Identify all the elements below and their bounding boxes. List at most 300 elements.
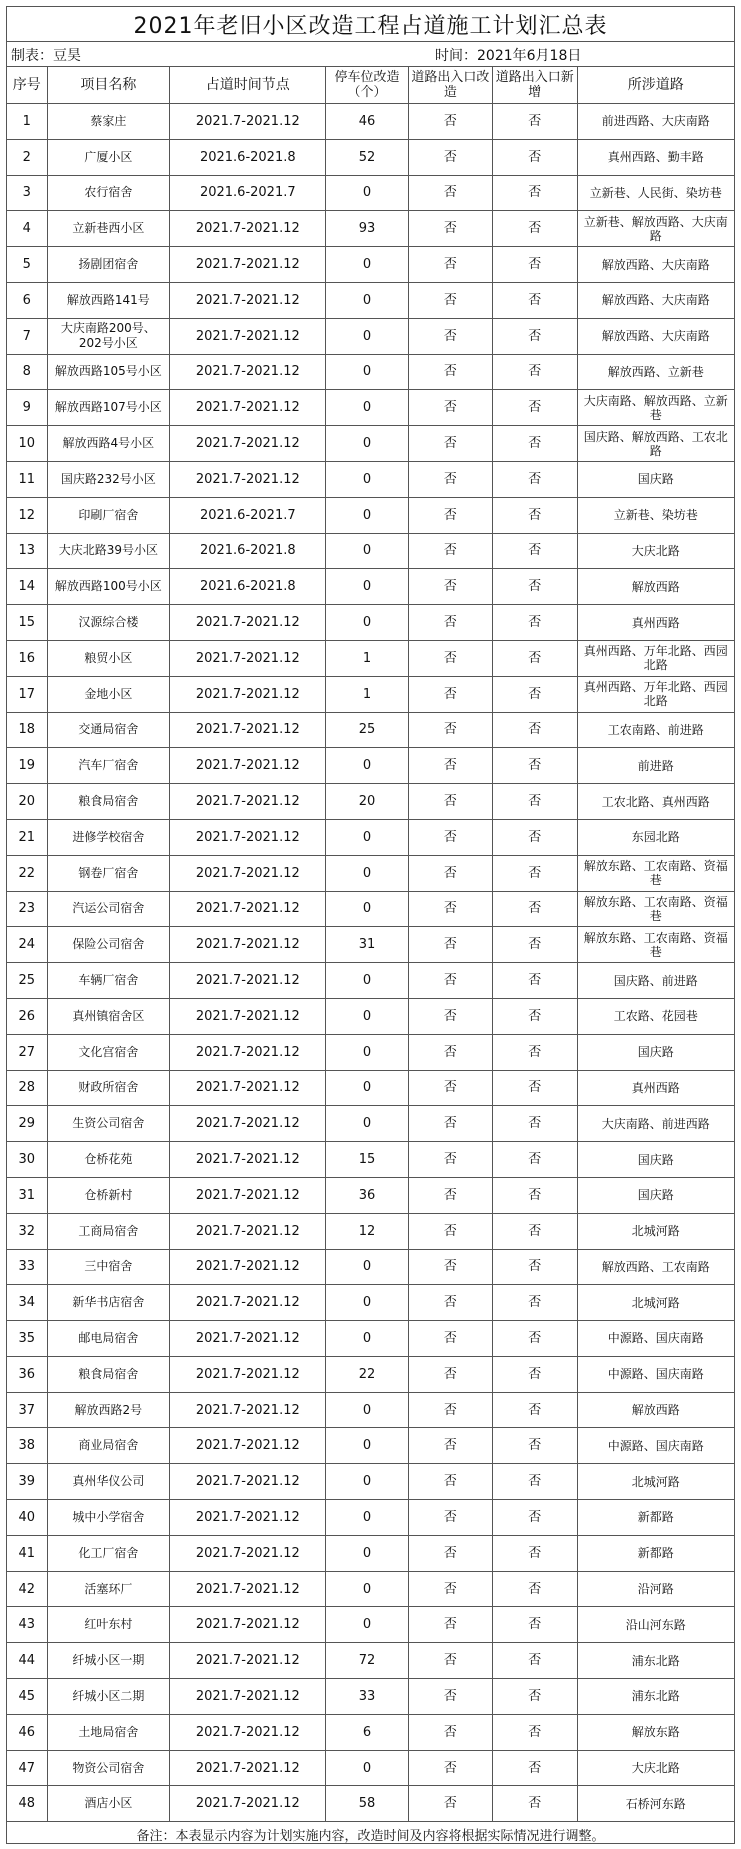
cell-parking: 0 [326,1070,408,1106]
cell-road-new: 否 [493,282,577,318]
cell-roads: 前进路 [577,748,734,784]
cell-seq: 40 [7,1500,48,1536]
table-row [7,1177,735,1213]
cell-road-new: 否 [493,1607,577,1643]
cell-road-new: 否 [493,1428,577,1464]
cell-parking: 1 [326,640,408,676]
cell-parking: 1 [326,676,408,712]
cell-seq: 42 [7,1571,48,1607]
cell-road-change: 否 [408,748,492,784]
table-row [7,1321,735,1357]
cell-period: 2021.7-2021.12 [170,1679,326,1715]
cell-parking: 0 [326,1106,408,1142]
cell-road-new: 否 [493,1535,577,1571]
cell-parking: 0 [326,1392,408,1428]
table-row [7,1106,735,1142]
cell-name: 三中宿舍 [47,1249,170,1285]
cell-roads: 国庆路、前进路 [577,963,734,999]
cell-road-change: 否 [408,1321,492,1357]
cell-road-new: 否 [493,1213,577,1249]
table-row [7,963,735,999]
cell-period: 2021.7-2021.12 [170,211,326,247]
cell-road-new: 否 [493,963,577,999]
cell-seq: 31 [7,1177,48,1213]
cell-road-new: 否 [493,461,577,497]
cell-name: 商业局宿舍 [47,1428,170,1464]
cell-roads: 解放东路、工农南路、资福巷 [577,855,734,891]
table-row [7,354,735,390]
cell-parking: 36 [326,1177,408,1213]
cell-seq: 3 [7,175,48,211]
cell-road-new: 否 [493,784,577,820]
cell-parking: 0 [326,1750,408,1786]
table-body [7,104,735,1822]
cell-road-change: 否 [408,1679,492,1715]
table-row [7,1392,735,1428]
cell-seq: 15 [7,605,48,641]
table-row [7,1500,735,1536]
header-name: 项目名称 [47,67,170,104]
cell-period: 2021.7-2021.12 [170,1356,326,1392]
cell-roads: 解放西路、立新巷 [577,354,734,390]
cell-road-change: 否 [408,1535,492,1571]
maker-label: 制表：豆昊 [11,48,81,64]
cell-seq: 22 [7,855,48,891]
cell-road-change: 否 [408,927,492,963]
cell-period: 2021.7-2021.12 [170,748,326,784]
cell-road-change: 否 [408,819,492,855]
header-seq: 序号 [7,67,48,104]
cell-road-change: 否 [408,1213,492,1249]
cell-seq: 23 [7,891,48,927]
cell-road-new: 否 [493,1106,577,1142]
cell-road-change: 否 [408,175,492,211]
cell-roads: 北城河路 [577,1285,734,1321]
cell-name: 汽运公司宿舍 [47,891,170,927]
cell-roads: 解放东路、工农南路、资福巷 [577,927,734,963]
header-parking: 停车位改造（个） [326,67,408,104]
cell-name: 大庆南路200号、202号小区 [47,318,170,354]
cell-seq: 48 [7,1786,48,1822]
cell-road-new: 否 [493,1500,577,1536]
cell-road-change: 否 [408,676,492,712]
cell-seq: 14 [7,569,48,605]
table-row [7,1034,735,1070]
table-row [7,461,735,497]
cell-road-new: 否 [493,1571,577,1607]
cell-roads: 解放西路 [577,1392,734,1428]
cell-road-new: 否 [493,426,577,462]
cell-name: 生资公司宿舍 [47,1106,170,1142]
cell-roads: 石桥河东路 [577,1786,734,1822]
cell-road-new: 否 [493,211,577,247]
cell-period: 2021.7-2021.12 [170,104,326,140]
cell-seq: 30 [7,1142,48,1178]
cell-seq: 2 [7,139,48,175]
cell-period: 2021.6-2021.7 [170,175,326,211]
cell-road-new: 否 [493,1285,577,1321]
table-row [7,569,735,605]
cell-road-change: 否 [408,1714,492,1750]
header-row [7,67,735,104]
cell-name: 钢卷厂宿舍 [47,855,170,891]
cell-name: 蔡家庄 [47,104,170,140]
cell-period: 2021.7-2021.12 [170,1535,326,1571]
cell-period: 2021.7-2021.12 [170,1607,326,1643]
cell-roads: 浦东北路 [577,1679,734,1715]
cell-road-new: 否 [493,1679,577,1715]
cell-period: 2021.7-2021.12 [170,1750,326,1786]
cell-seq: 33 [7,1249,48,1285]
cell-road-change: 否 [408,605,492,641]
cell-name: 真州镇宿舍区 [47,998,170,1034]
cell-parking: 0 [326,461,408,497]
cell-road-change: 否 [408,1500,492,1536]
cell-road-new: 否 [493,1070,577,1106]
cell-name: 农行宿舍 [47,175,170,211]
cell-parking: 0 [326,1428,408,1464]
cell-road-change: 否 [408,1392,492,1428]
cell-period: 2021.7-2021.12 [170,1106,326,1142]
cell-road-new: 否 [493,1177,577,1213]
cell-road-new: 否 [493,891,577,927]
cell-road-change: 否 [408,1464,492,1500]
cell-period: 2021.7-2021.12 [170,1070,326,1106]
cell-name: 工商局宿舍 [47,1213,170,1249]
cell-parking: 0 [326,1034,408,1070]
cell-parking: 0 [326,605,408,641]
cell-period: 2021.7-2021.12 [170,819,326,855]
cell-road-change: 否 [408,390,492,426]
cell-seq: 11 [7,461,48,497]
table-row [7,748,735,784]
cell-period: 2021.7-2021.12 [170,998,326,1034]
cell-period: 2021.7-2021.12 [170,784,326,820]
cell-roads: 中源路、国庆南路 [577,1321,734,1357]
cell-seq: 27 [7,1034,48,1070]
cell-seq: 1 [7,104,48,140]
cell-parking: 0 [326,282,408,318]
cell-road-new: 否 [493,1249,577,1285]
cell-period: 2021.7-2021.12 [170,1392,326,1428]
cell-road-new: 否 [493,497,577,533]
cell-seq: 32 [7,1213,48,1249]
cell-road-new: 否 [493,1321,577,1357]
cell-road-change: 否 [408,426,492,462]
cell-period: 2021.7-2021.12 [170,1428,326,1464]
cell-road-new: 否 [493,569,577,605]
footnote: 备注：本表显示内容为计划实施内容，改造时间及内容将根据实际情况进行调整。 [6,1822,735,1844]
cell-road-change: 否 [408,247,492,283]
cell-seq: 12 [7,497,48,533]
cell-road-change: 否 [408,211,492,247]
cell-seq: 28 [7,1070,48,1106]
cell-roads: 新都路 [577,1535,734,1571]
cell-road-change: 否 [408,963,492,999]
cell-roads: 解放东路、工农南路、资福巷 [577,891,734,927]
cell-name: 邮电局宿舍 [47,1321,170,1357]
cell-seq: 19 [7,748,48,784]
cell-roads: 中源路、国庆南路 [577,1428,734,1464]
cell-name: 保险公司宿舍 [47,927,170,963]
cell-period: 2021.7-2021.12 [170,1571,326,1607]
cell-roads: 立新巷、人民街、染坊巷 [577,175,734,211]
cell-seq: 21 [7,819,48,855]
cell-name: 粮食局宿舍 [47,1356,170,1392]
cell-road-new: 否 [493,175,577,211]
table-row [7,1213,735,1249]
cell-name: 扬剧团宿舍 [47,247,170,283]
table-row [7,1714,735,1750]
cell-roads: 东园北路 [577,819,734,855]
cell-road-change: 否 [408,1285,492,1321]
cell-seq: 34 [7,1285,48,1321]
cell-parking: 33 [326,1679,408,1715]
cell-roads: 前进西路、大庆南路 [577,104,734,140]
table-row [7,855,735,891]
cell-name: 进修学校宿舍 [47,819,170,855]
cell-road-change: 否 [408,891,492,927]
cell-period: 2021.7-2021.12 [170,354,326,390]
table-row [7,211,735,247]
cell-parking: 0 [326,998,408,1034]
cell-road-new: 否 [493,1786,577,1822]
table-row [7,1464,735,1500]
cell-parking: 0 [326,1500,408,1536]
cell-parking: 0 [326,1464,408,1500]
table-row [7,1535,735,1571]
cell-roads: 解放东路 [577,1714,734,1750]
cell-period: 2021.7-2021.12 [170,712,326,748]
cell-road-new: 否 [493,605,577,641]
cell-name: 大庆北路39号小区 [47,533,170,569]
cell-period: 2021.7-2021.12 [170,1714,326,1750]
cell-period: 2021.6-2021.7 [170,497,326,533]
cell-period: 2021.7-2021.12 [170,1464,326,1500]
cell-road-change: 否 [408,1177,492,1213]
cell-road-new: 否 [493,1356,577,1392]
cell-period: 2021.7-2021.12 [170,1500,326,1536]
cell-parking: 72 [326,1643,408,1679]
cell-name: 国庆路232号小区 [47,461,170,497]
cell-road-change: 否 [408,569,492,605]
cell-roads: 大庆北路 [577,1750,734,1786]
cell-parking: 25 [326,712,408,748]
cell-parking: 0 [326,1607,408,1643]
cell-road-new: 否 [493,139,577,175]
cell-roads: 解放西路、大庆南路 [577,318,734,354]
cell-period: 2021.7-2021.12 [170,1786,326,1822]
plan-table [6,66,735,1822]
cell-road-change: 否 [408,1249,492,1285]
cell-period: 2021.7-2021.12 [170,1285,326,1321]
cell-road-change: 否 [408,318,492,354]
cell-parking: 0 [326,1321,408,1357]
cell-roads: 国庆路 [577,1034,734,1070]
cell-parking: 0 [326,318,408,354]
cell-parking: 15 [326,1142,408,1178]
cell-name: 汉源综合楼 [47,605,170,641]
cell-road-change: 否 [408,497,492,533]
cell-roads: 沿河路 [577,1571,734,1607]
cell-road-change: 否 [408,998,492,1034]
cell-road-change: 否 [408,1034,492,1070]
cell-roads: 真州西路、万年北路、西园北路 [577,640,734,676]
cell-name: 真州华仪公司 [47,1464,170,1500]
cell-name: 广厦小区 [47,139,170,175]
table-row [7,998,735,1034]
cell-road-change: 否 [408,1750,492,1786]
cell-name: 文化宫宿舍 [47,1034,170,1070]
table-row [7,819,735,855]
cell-period: 2021.7-2021.12 [170,1034,326,1070]
table-row [7,139,735,175]
cell-road-change: 否 [408,1607,492,1643]
cell-roads: 浦东北路 [577,1643,734,1679]
cell-name: 土地局宿舍 [47,1714,170,1750]
cell-road-change: 否 [408,1428,492,1464]
cell-name: 解放西路2号 [47,1392,170,1428]
table-row [7,1356,735,1392]
table-row [7,497,735,533]
cell-road-new: 否 [493,1142,577,1178]
cell-road-change: 否 [408,1571,492,1607]
cell-road-change: 否 [408,461,492,497]
cell-road-new: 否 [493,1750,577,1786]
table-row [7,318,735,354]
cell-roads: 国庆路 [577,1177,734,1213]
table-row [7,426,735,462]
cell-roads: 真州西路、万年北路、西园北路 [577,676,734,712]
cell-seq: 24 [7,927,48,963]
cell-parking: 0 [326,855,408,891]
cell-parking: 0 [326,533,408,569]
cell-name: 解放西路4号小区 [47,426,170,462]
cell-period: 2021.7-2021.12 [170,282,326,318]
table-row [7,676,735,712]
cell-parking: 0 [326,569,408,605]
cell-seq: 41 [7,1535,48,1571]
cell-road-new: 否 [493,247,577,283]
cell-roads: 真州西路 [577,1070,734,1106]
table-row [7,784,735,820]
cell-period: 2021.7-2021.12 [170,318,326,354]
cell-road-new: 否 [493,819,577,855]
cell-period: 2021.7-2021.12 [170,1177,326,1213]
cell-period: 2021.7-2021.12 [170,461,326,497]
cell-road-new: 否 [493,1643,577,1679]
table-row [7,1285,735,1321]
header-period: 占道时间节点 [170,67,326,104]
cell-seq: 38 [7,1428,48,1464]
cell-parking: 0 [326,247,408,283]
cell-parking: 0 [326,1571,408,1607]
cell-road-new: 否 [493,927,577,963]
cell-road-new: 否 [493,318,577,354]
cell-period: 2021.7-2021.12 [170,426,326,462]
cell-roads: 解放西路、大庆南路 [577,282,734,318]
cell-seq: 25 [7,963,48,999]
cell-seq: 6 [7,282,48,318]
cell-parking: 22 [326,1356,408,1392]
cell-seq: 16 [7,640,48,676]
cell-parking: 6 [326,1714,408,1750]
cell-parking: 0 [326,426,408,462]
cell-roads: 工农路、花园巷 [577,998,734,1034]
cell-parking: 52 [326,139,408,175]
cell-road-change: 否 [408,1786,492,1822]
table-row [7,1750,735,1786]
cell-road-change: 否 [408,855,492,891]
header-roads: 所涉道路 [577,67,734,104]
cell-seq: 18 [7,712,48,748]
cell-name: 财政所宿舍 [47,1070,170,1106]
cell-seq: 37 [7,1392,48,1428]
cell-period: 2021.6-2021.8 [170,533,326,569]
page-title: 2021年老旧小区改造工程占道施工计划汇总表 [6,6,735,42]
cell-name: 汽车厂宿舍 [47,748,170,784]
cell-name: 新华书店宿舍 [47,1285,170,1321]
cell-road-change: 否 [408,784,492,820]
cell-roads: 工农北路、真州西路 [577,784,734,820]
cell-period: 2021.7-2021.12 [170,676,326,712]
cell-roads: 北城河路 [577,1213,734,1249]
cell-road-new: 否 [493,354,577,390]
cell-road-change: 否 [408,354,492,390]
cell-seq: 43 [7,1607,48,1643]
cell-period: 2021.7-2021.12 [170,390,326,426]
cell-roads: 立新巷、解放西路、大庆南路 [577,211,734,247]
cell-parking: 0 [326,748,408,784]
cell-parking: 0 [326,1535,408,1571]
table-row [7,1428,735,1464]
cell-roads: 立新巷、染坊巷 [577,497,734,533]
cell-road-change: 否 [408,1142,492,1178]
cell-seq: 20 [7,784,48,820]
cell-road-change: 否 [408,104,492,140]
cell-name: 化工厂宿舍 [47,1535,170,1571]
cell-seq: 7 [7,318,48,354]
table-row [7,712,735,748]
cell-road-change: 否 [408,282,492,318]
cell-roads: 工农南路、前进路 [577,712,734,748]
cell-name: 印刷厂宿舍 [47,497,170,533]
cell-road-change: 否 [408,1106,492,1142]
cell-name: 车辆厂宿舍 [47,963,170,999]
cell-period: 2021.6-2021.8 [170,569,326,605]
cell-roads: 真州西路、勤丰路 [577,139,734,175]
cell-parking: 0 [326,1249,408,1285]
cell-road-change: 否 [408,1070,492,1106]
cell-road-new: 否 [493,104,577,140]
cell-seq: 44 [7,1643,48,1679]
table-row [7,1142,735,1178]
cell-road-new: 否 [493,1714,577,1750]
cell-road-new: 否 [493,998,577,1034]
cell-roads: 大庆南路、解放西路、立新巷 [577,390,734,426]
cell-parking: 0 [326,354,408,390]
cell-name: 城中小学宿舍 [47,1500,170,1536]
cell-name: 仓桥新村 [47,1177,170,1213]
table-row [7,1571,735,1607]
cell-period: 2021.7-2021.12 [170,1249,326,1285]
cell-parking: 0 [326,819,408,855]
cell-period: 2021.7-2021.12 [170,640,326,676]
cell-seq: 8 [7,354,48,390]
cell-roads: 解放西路 [577,569,734,605]
cell-seq: 35 [7,1321,48,1357]
cell-roads: 解放西路、大庆南路 [577,247,734,283]
